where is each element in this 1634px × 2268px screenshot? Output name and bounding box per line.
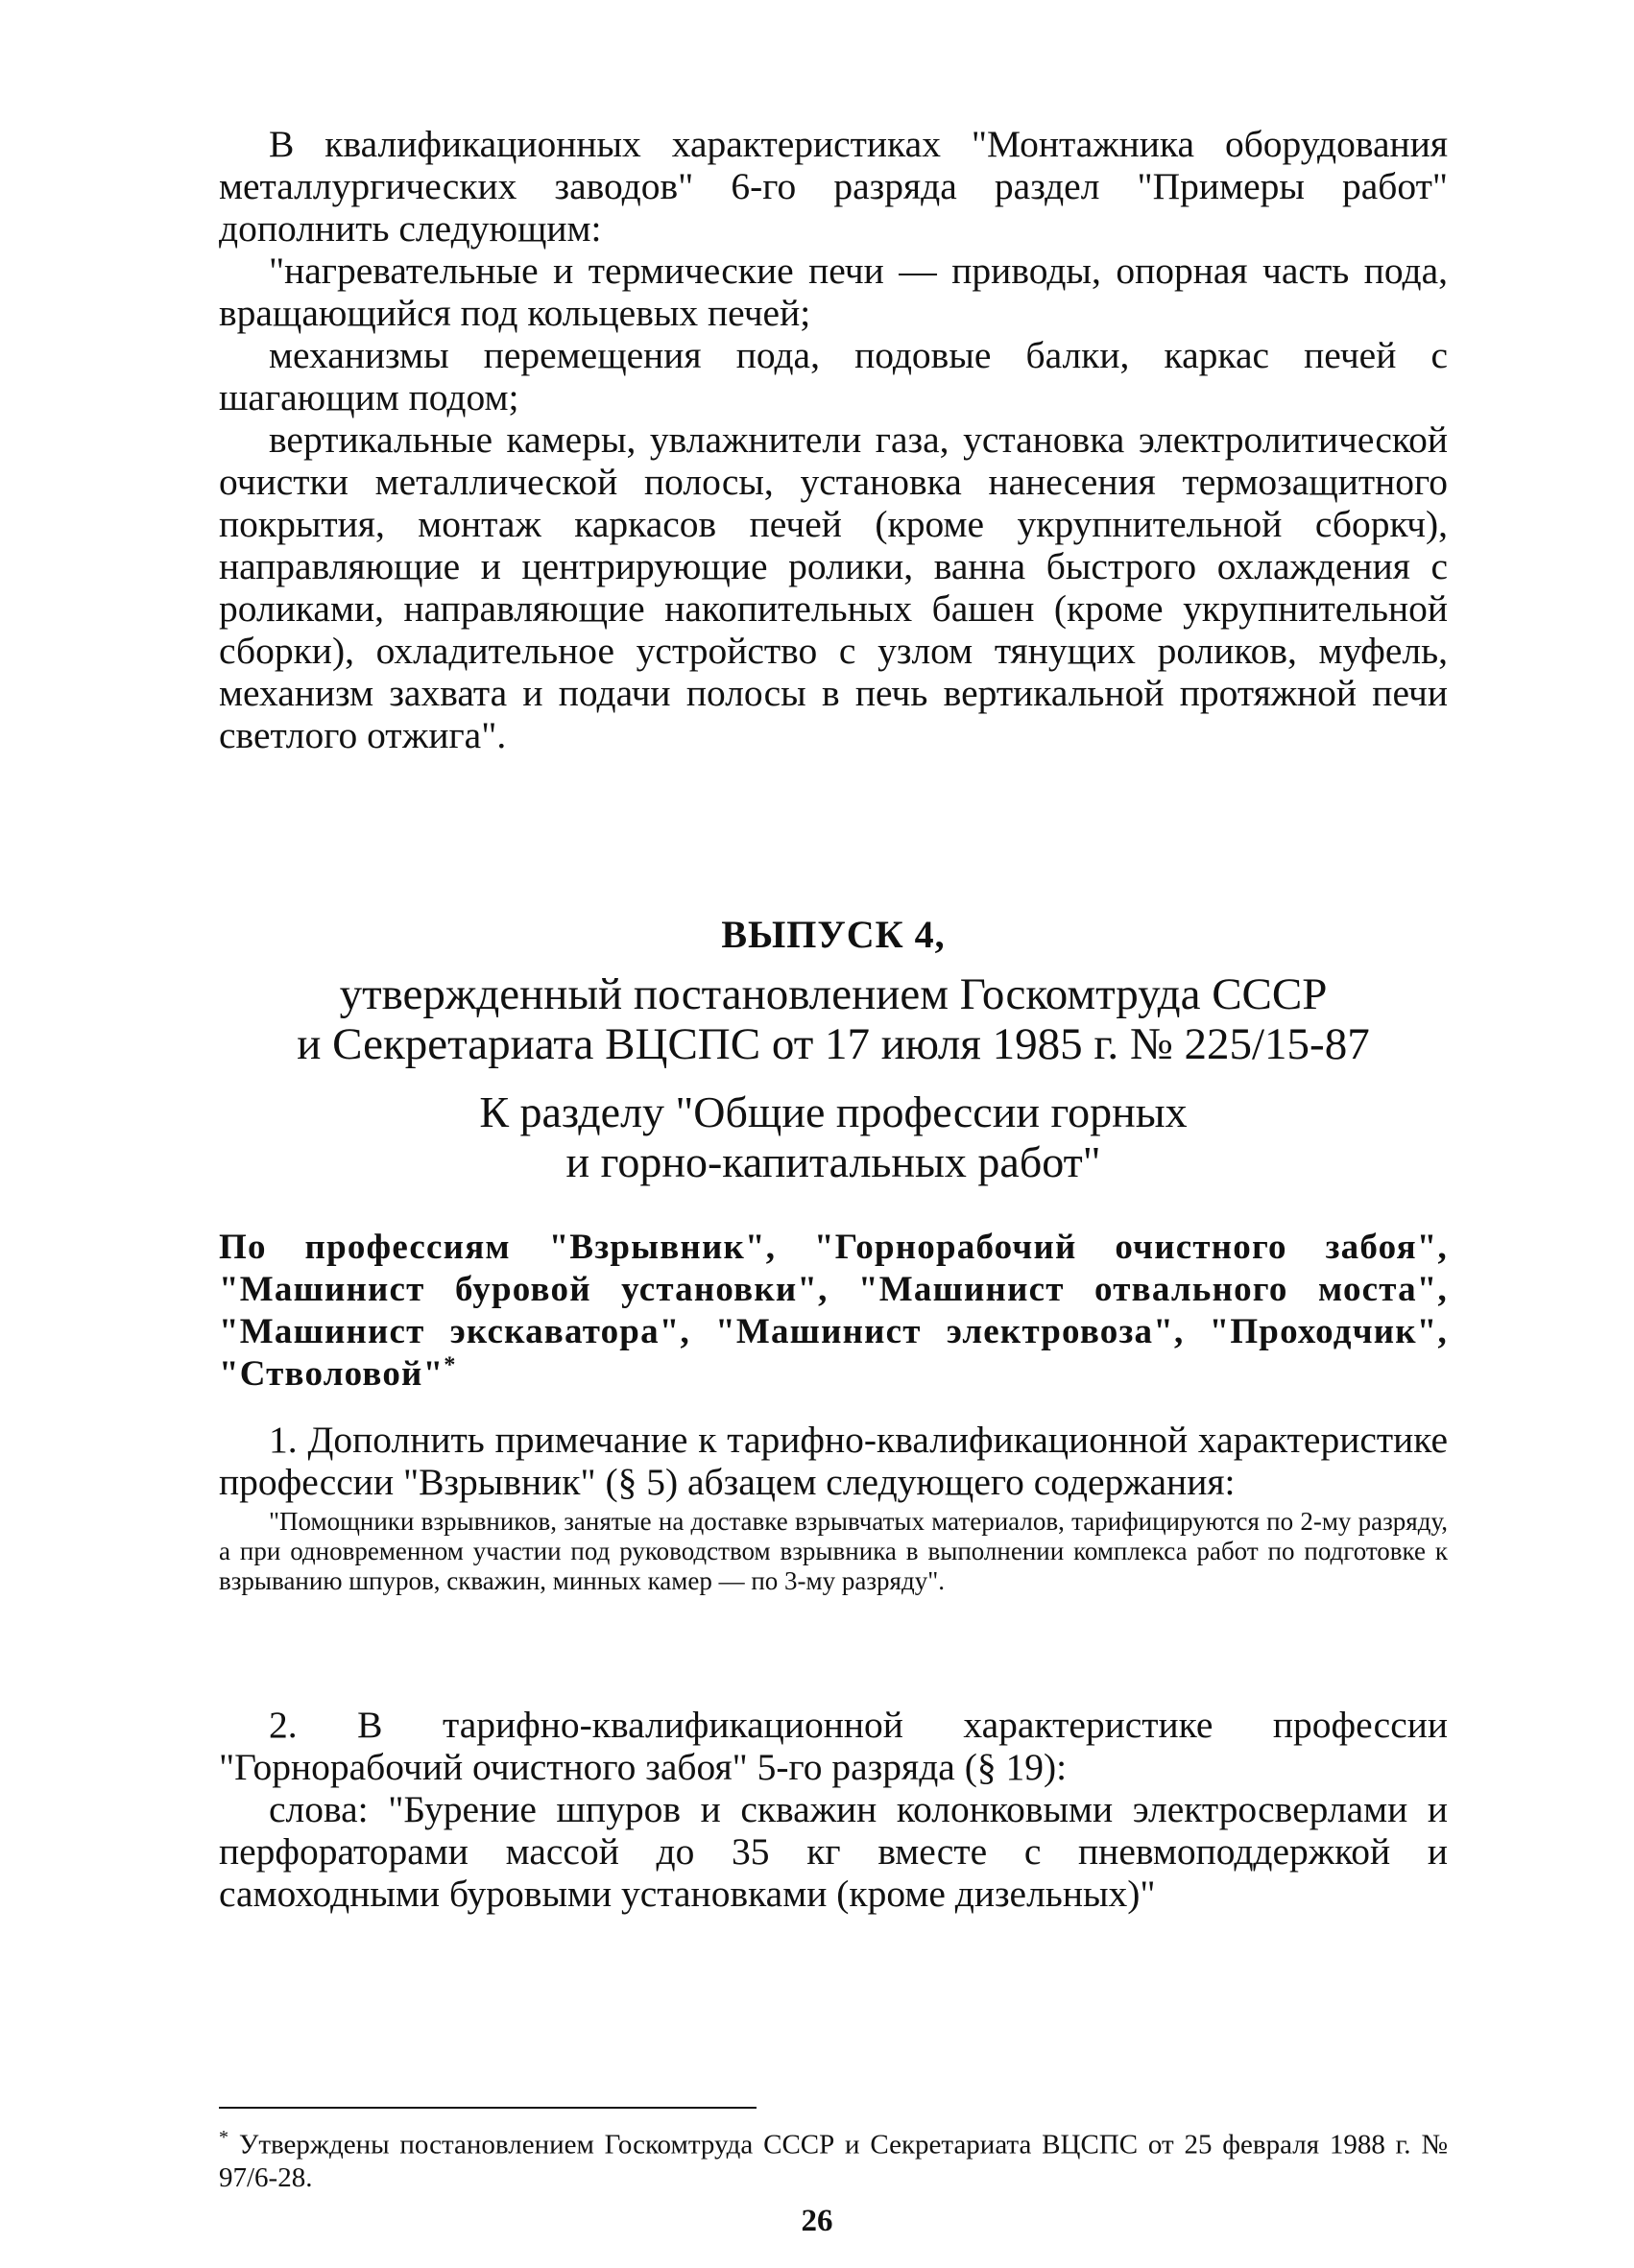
- footnote: [219, 2121, 1448, 2194]
- intro-paragraph-2: "нагревательные и термические печи — приводы, опорная часть пода, вращающийся под кольцевых печей;: [219, 250, 1448, 334]
- professions-heading: [219, 1227, 1448, 1396]
- professions-footnote-mark: *: [444, 1352, 457, 1378]
- item-1-block: [219, 1419, 1448, 1596]
- professions-text: По профессиям "Взрывник", "Горнорабочий очистного забоя", "Машинист буровой установки", "Машинист отвального моста", "Машинист экскаватора", "Машинист электровоза", "Проходчик", "Стволовой": [219, 1228, 1448, 1394]
- section-heading-line-1: К разделу "Общие профессии горных: [479, 1087, 1188, 1136]
- professions-block: [219, 1227, 1448, 1396]
- item-2-block: [219, 1704, 1448, 1915]
- item-2-text: 2. В тарифно-квалификационной характеристике профессии "Горнорабочий очистного забоя" 5-го разряда (§ 19):: [219, 1704, 1448, 1788]
- intro-paragraph-4: вертикальные камеры, увлажнители газа, установка электролитической очистки металлической полосы, установка нанесения термозащитного покрытия, монтаж каркасов печей (кроме укрупнительной сборкч), направляющие и центрирующие ролики, ванна быстрого охлаждения с роликами, направляющие накопительных башен (кроме укрупнительной сборки), охладительное устройство с узлом тянущих роликов, муфель, механизм захвата и подачи полосы в печь вертикальной протяжной печи светлого отжига".: [219, 418, 1448, 756]
- footnote-text: Утверждены постановлением Госкомтруда СССР и Секретариата ВЦСПС от 25 февраля 1988 г. № 97/6-28.: [219, 2129, 1449, 2193]
- page-number: 26: [801, 2204, 833, 2238]
- intro-block: [219, 123, 1448, 756]
- footnote-mark: *: [219, 2127, 228, 2148]
- intro-paragraph-3: механизмы перемещения пода, подовые балки, каркас печей с шагающим подом;: [219, 334, 1448, 418]
- item-1-text: 1. Дополнить примечание к тарифно-квалификационной характеристике профессии "Взрывник" (§ 5) абзацем следующего содержания:: [219, 1419, 1448, 1503]
- issue-subtitle-line-2: и Секретариата ВЦСПС от 17 июля 1985 г. № 225/15-87: [297, 1019, 1370, 1069]
- issue-subtitle-line-1: утвержденный постановлением Госкомтруда СССР: [339, 969, 1328, 1019]
- intro-paragraph-1: В квалификационных характеристиках "Монтажника оборудования металлургических заводов" 6-го разряда раздел "Примеры работ" дополнить следующим:: [219, 123, 1448, 250]
- item-2-words: слова: "Бурение шпуров и скважин колонковыми электросверлами и перфораторами массой до 35 кг вместе с пневмоподдержкой и самоходными буровыми установками (кроме дизельных)": [219, 1788, 1448, 1915]
- footnote-rule: [219, 2107, 757, 2109]
- item-1-quote: "Помощники взрывников, занятые на доставке взрывчатых материалов, тарифицируются по 2-му разряду, а при одновременном участии под руководством взрывника в выполнении комплекса работ по подготовке к взрыванию шпуров, скважин, минных камер — по 3-му разряду".: [219, 1507, 1448, 1595]
- section-heading-line-2: и горно-капитальных работ": [565, 1137, 1101, 1186]
- issue-title: ВЫПУСК 4,: [721, 913, 946, 956]
